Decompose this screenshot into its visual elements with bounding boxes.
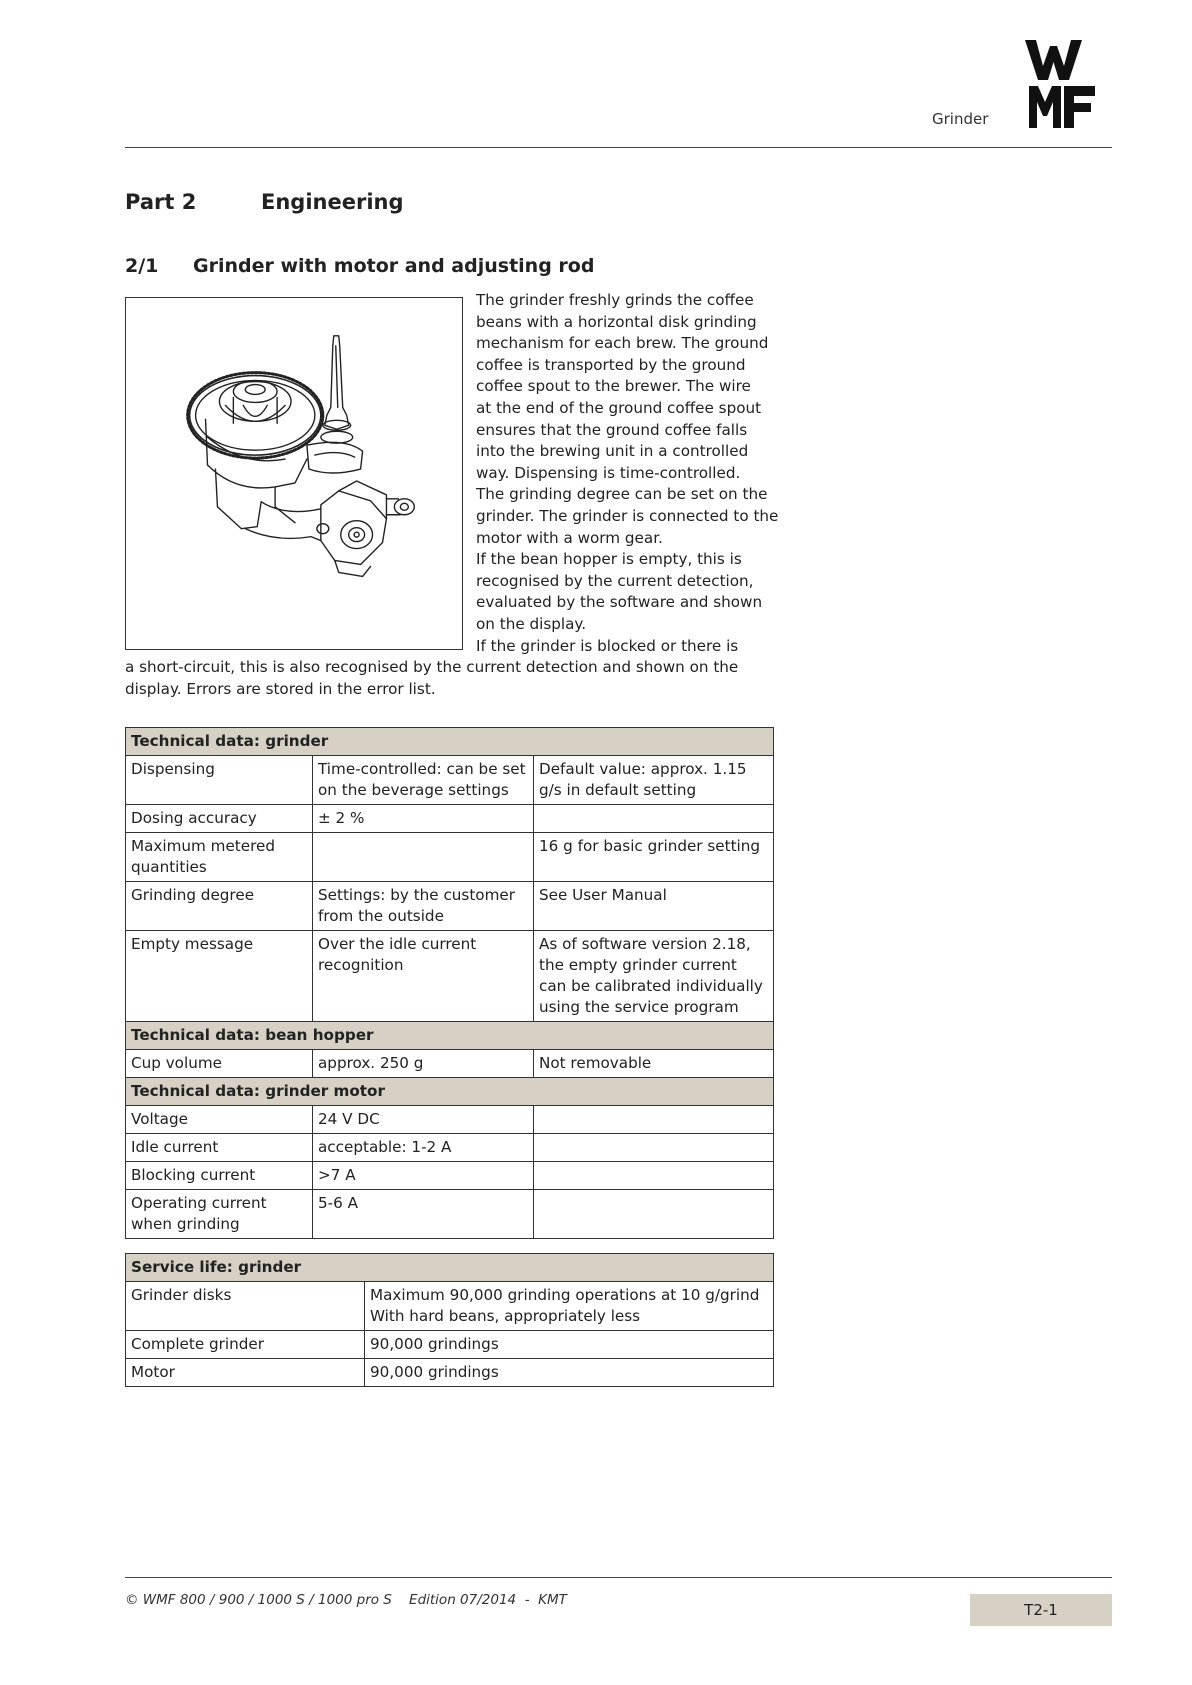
table-cell bbox=[313, 833, 534, 882]
text-line: recognised by the current detection, bbox=[476, 571, 754, 590]
table-section-row bbox=[126, 1078, 774, 1106]
footer-rule bbox=[125, 1577, 1112, 1578]
page-number: T2-1 bbox=[1024, 1601, 1058, 1619]
table-cell bbox=[534, 1162, 774, 1190]
table-cell: As of software version 2.18, the empty grinder current can be calibrated individually using the service program bbox=[534, 931, 774, 1022]
text-line: display. Errors are stored in the error list. bbox=[125, 679, 436, 698]
table-section-row bbox=[126, 1022, 774, 1050]
text-line: on the display. bbox=[476, 614, 587, 633]
grinder-illustration bbox=[125, 297, 463, 650]
table-section-row bbox=[126, 1254, 774, 1282]
table-cell: Voltage bbox=[126, 1106, 313, 1134]
service-life-table bbox=[125, 1253, 774, 1387]
text-line: ensures that the ground coffee falls bbox=[476, 420, 748, 439]
table-cell: 16 g for basic grinder setting bbox=[534, 833, 774, 882]
table-cell: Maximum 90,000 grinding operations at 10 g/grind With hard beans, appropriately less bbox=[365, 1282, 774, 1331]
text-line: coffee spout to the brewer. The wire bbox=[476, 377, 751, 396]
part-label: Part 2 bbox=[125, 190, 197, 214]
table-cell: Motor bbox=[126, 1359, 365, 1387]
text-line: evaluated by the software and shown bbox=[476, 593, 763, 612]
table-cell: Dispensing bbox=[126, 756, 313, 805]
table-cell: Cup volume bbox=[126, 1050, 313, 1078]
table-row bbox=[126, 1359, 774, 1387]
section-header-grinder: Technical data: grinder bbox=[126, 728, 774, 756]
table-cell: Operating current when grinding bbox=[126, 1190, 313, 1239]
table-row bbox=[126, 833, 774, 882]
table-cell: 5-6 A bbox=[313, 1190, 534, 1239]
table-cell: Complete grinder bbox=[126, 1331, 365, 1359]
table-cell: Dosing accuracy bbox=[126, 805, 313, 833]
text-line: grinder. The grinder is connected to the bbox=[476, 506, 779, 525]
table-row bbox=[126, 1134, 774, 1162]
table-row bbox=[126, 1282, 774, 1331]
text-line: into the brewing unit in a controlled bbox=[476, 442, 749, 461]
table-row bbox=[126, 1050, 774, 1078]
table-cell: 90,000 grindings bbox=[365, 1331, 774, 1359]
table-cell: Maximum metered quantities bbox=[126, 833, 313, 882]
section-header-service-life: Service life: grinder bbox=[126, 1254, 774, 1282]
text-line: at the end of the ground coffee spout bbox=[476, 398, 762, 417]
table-row bbox=[126, 1331, 774, 1359]
text-line: beans with a horizontal disk grinding bbox=[476, 312, 757, 331]
table-cell bbox=[534, 805, 774, 833]
table-cell: Empty message bbox=[126, 931, 313, 1022]
text-line: The grinder freshly grinds the coffee bbox=[476, 291, 754, 309]
table-cell: 24 V DC bbox=[313, 1106, 534, 1134]
table-row bbox=[126, 756, 774, 805]
table-cell: 90,000 grindings bbox=[365, 1359, 774, 1387]
table-row bbox=[126, 1106, 774, 1134]
table-cell: Over the idle current recognition bbox=[313, 931, 534, 1022]
table-cell: Blocking current bbox=[126, 1162, 313, 1190]
text-line: a short-circuit, this is also recognised by the current detection and shown on the bbox=[125, 658, 739, 676]
text-line: coffee is transported by the ground bbox=[476, 355, 746, 374]
table-cell: Time-controlled: can be set on the beverage settings bbox=[313, 756, 534, 805]
technical-data-table bbox=[125, 727, 774, 1239]
wmf-logo bbox=[1025, 40, 1101, 128]
table-row bbox=[126, 1190, 774, 1239]
table-cell bbox=[534, 1190, 774, 1239]
table-row bbox=[126, 805, 774, 833]
table-cell: See User Manual bbox=[534, 882, 774, 931]
table-cell: Not removable bbox=[534, 1050, 774, 1078]
text-line: motor with a worm gear. bbox=[476, 528, 663, 547]
header-rule bbox=[125, 147, 1112, 148]
table-section-row bbox=[126, 728, 774, 756]
table-cell bbox=[534, 1134, 774, 1162]
description-wide-text bbox=[125, 657, 775, 700]
table-cell: approx. 250 g bbox=[313, 1050, 534, 1078]
table-cell: Idle current bbox=[126, 1134, 313, 1162]
section-header-bean-hopper: Technical data: bean hopper bbox=[126, 1022, 774, 1050]
table-cell: ± 2 % bbox=[313, 805, 534, 833]
table-cell: >7 A bbox=[313, 1162, 534, 1190]
text-line: If the bean hopper is empty, this is bbox=[476, 550, 742, 569]
section-number: 2/1 bbox=[125, 255, 159, 277]
table-cell: Default value: approx. 1.15 g/s in default setting bbox=[534, 756, 774, 805]
table-cell bbox=[534, 1106, 774, 1134]
table-cell: Grinder disks bbox=[126, 1282, 365, 1331]
table-row bbox=[126, 931, 774, 1022]
section-header-grinder-motor: Technical data: grinder motor bbox=[126, 1078, 774, 1106]
table-cell: Settings: by the customer from the outside bbox=[313, 882, 534, 931]
text-line: mechanism for each brew. The ground bbox=[476, 334, 769, 353]
table-row bbox=[126, 882, 774, 931]
section-title: Grinder with motor and adjusting rod bbox=[193, 255, 595, 277]
description-side-text bbox=[476, 290, 779, 657]
table-cell: Grinding degree bbox=[126, 882, 313, 931]
text-line: If the grinder is blocked or there is bbox=[476, 636, 739, 655]
table-cell: acceptable: 1-2 A bbox=[313, 1134, 534, 1162]
text-line: The grinding degree can be set on the bbox=[476, 485, 768, 504]
part-title: Engineering bbox=[261, 190, 404, 214]
text-line: way. Dispensing is time-controlled. bbox=[476, 463, 741, 482]
table-row bbox=[126, 1162, 774, 1190]
footer-edition: © WMF 800 / 900 / 1000 S / 1000 pro S Edition 07/2014 - KMT bbox=[125, 1592, 567, 1608]
header-section-label: Grinder bbox=[932, 110, 989, 128]
